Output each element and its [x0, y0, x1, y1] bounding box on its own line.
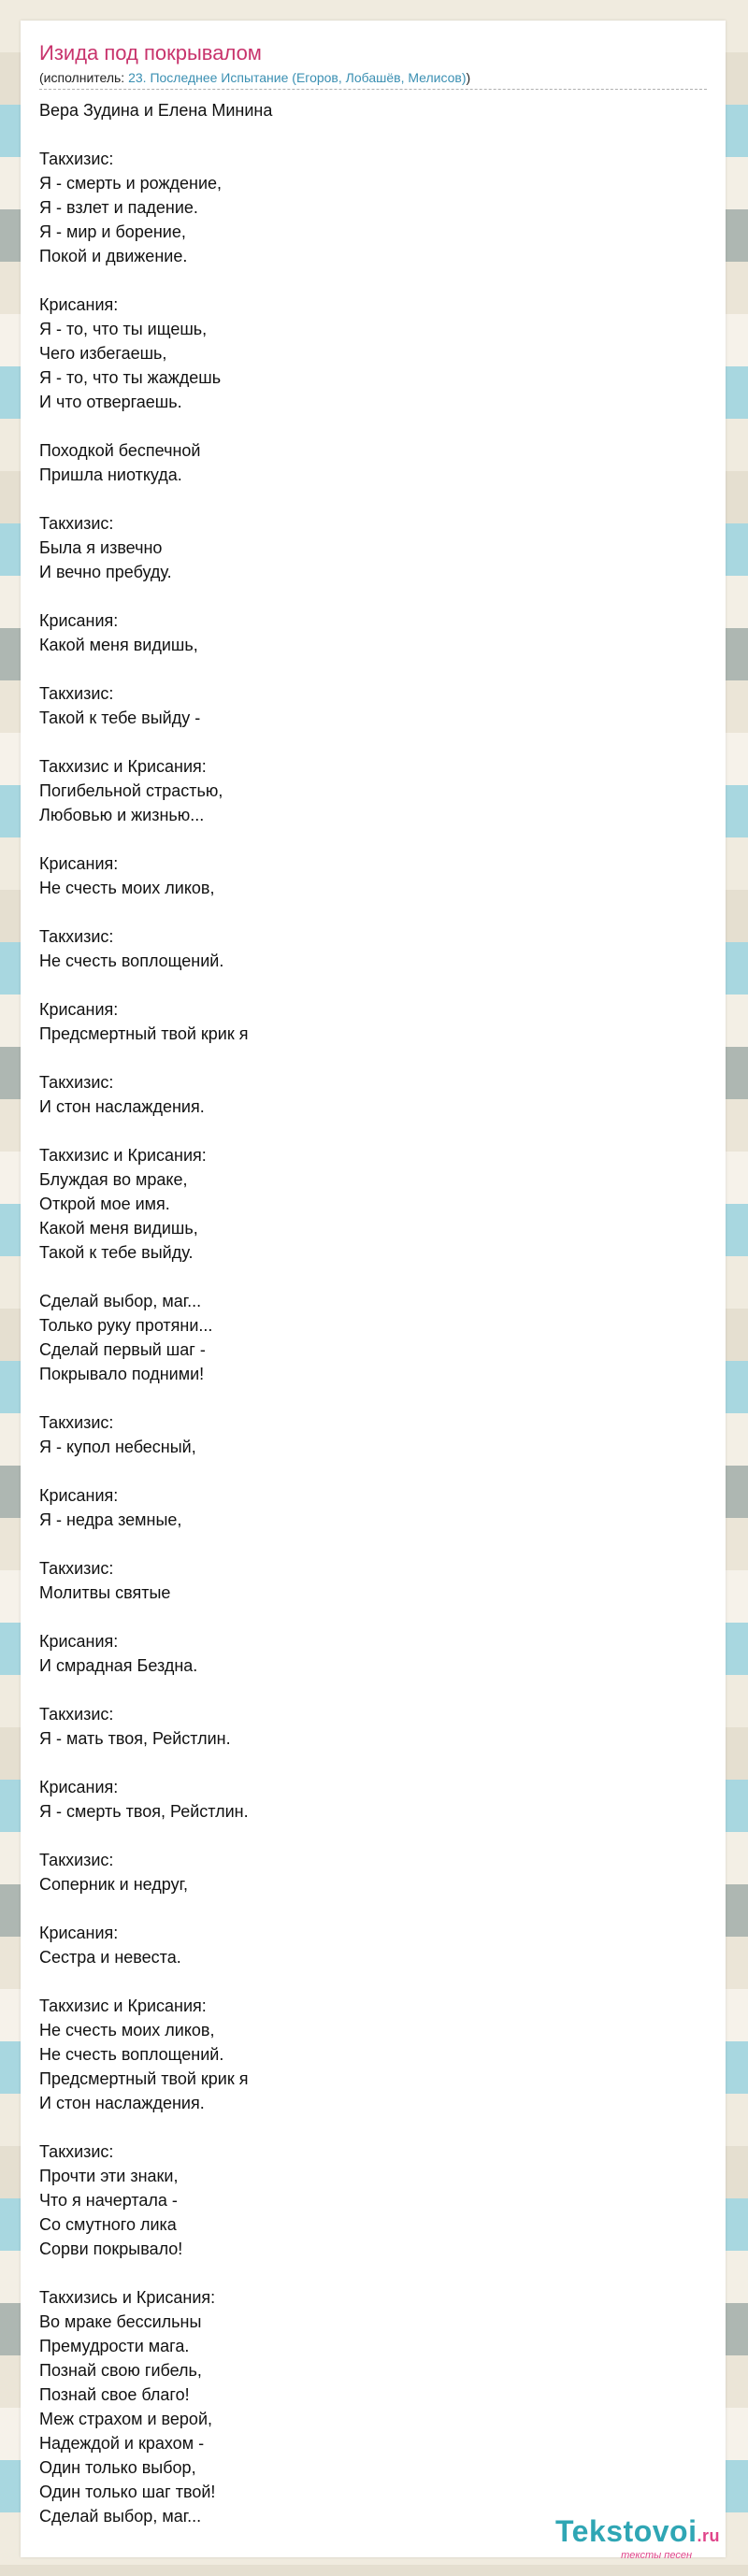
lyrics-stanza — [39, 147, 707, 268]
lyrics-line: Такхизис: — [39, 150, 114, 168]
lyrics-line: Я - недра земные, — [39, 1510, 182, 1529]
lyrics-line: Такхизис: — [39, 1705, 114, 1724]
lyrics-line: Чего избегаешь, — [39, 344, 167, 363]
lyrics-line: Какой меня видишь, — [39, 1219, 198, 1238]
lyrics-line: Такхизис и Крисания: — [39, 1996, 207, 2015]
lyrics-line: Я - смерть и рождение, — [39, 174, 223, 193]
lyrics-line: И стон наслаждения. — [39, 1097, 205, 1116]
lyrics-line: Покой и движение. — [39, 247, 188, 265]
lyrics-line: И вечно пребуду. — [39, 563, 172, 581]
lyrics-line: Крисания: — [39, 854, 119, 873]
lyrics-line: Прочти эти знаки, — [39, 2167, 179, 2185]
lyrics-line: Такхизис: — [39, 2142, 114, 2161]
lyrics-line: Только руку протяни... — [39, 1316, 213, 1335]
lyrics-stanza — [39, 2140, 707, 2261]
lyrics-stanza — [39, 1775, 707, 1824]
lyrics-line: Я - смерть твоя, Рейстлин. — [39, 1802, 249, 1821]
lyrics-line: Крисания: — [39, 1778, 119, 1796]
lyrics-line: Погибельной страстью, — [39, 781, 223, 800]
lyrics-line: Крисания: — [39, 611, 119, 630]
lyrics-line: Такхизис: — [39, 1413, 114, 1432]
lyrics-stanza — [39, 608, 707, 657]
lyrics-line: Молитвы святые — [39, 1583, 171, 1602]
lyrics-line: Крисания: — [39, 1924, 119, 1942]
lyrics-stanza — [39, 754, 707, 827]
site-logo[interactable] — [555, 2515, 720, 2561]
lyrics-stanza — [39, 511, 707, 584]
lyrics-line: Не счесть моих ликов, — [39, 879, 215, 897]
logo-tagline: тексты песен — [621, 2550, 692, 2561]
lyrics-line: Надеждой и крахом - — [39, 2434, 205, 2453]
lyrics-line: Вера Зудина и Елена Минина — [39, 101, 273, 120]
lyrics-stanza — [39, 1629, 707, 1678]
lyrics-line: Премудрости мага. — [39, 2337, 190, 2355]
lyrics-stanza — [39, 1289, 707, 1386]
lyrics-stanza — [39, 852, 707, 900]
lyrics-stanza — [39, 1702, 707, 1751]
lyrics-line: Я - то, что ты жаждешь — [39, 368, 222, 387]
artist-link[interactable]: 23. Последнее Испытание (Егоров, Лобашёв, Мелисов) — [128, 70, 467, 85]
lyrics-line: Не счесть воплощений. — [39, 952, 224, 970]
lyrics-line: Сестра и невеста. — [39, 1948, 181, 1967]
lyrics-line: Крисания: — [39, 1486, 119, 1505]
lyrics-line: Какой меня видишь, — [39, 636, 198, 654]
lyrics-stanza — [39, 1143, 707, 1265]
lyrics-line: Сделай первый шаг - — [39, 1340, 206, 1359]
lyrics-stanza — [39, 924, 707, 973]
lyrics-line: Открой мое имя. — [39, 1195, 170, 1213]
lyrics-line: Такхизис и Крисания: — [39, 1146, 207, 1165]
artist-prefix: (исполнитель: — [39, 70, 129, 85]
lyrics-stanza — [39, 1483, 707, 1532]
artist-line — [39, 69, 707, 90]
content-panel — [21, 21, 726, 2557]
lyrics-line: Такхизис: — [39, 927, 114, 946]
lyrics-line: Пришла ниоткуда. — [39, 465, 182, 484]
lyrics-line: Любовью и жизнью... — [39, 806, 205, 824]
lyrics-stanza — [39, 98, 707, 122]
lyrics-line: Такой к тебе выйду. — [39, 1243, 194, 1262]
lyrics-line: Меж страхом и верой, — [39, 2410, 213, 2428]
lyrics-line: И смрадная Бездна. — [39, 1656, 198, 1675]
lyrics-line: Познай свое благо! — [39, 2385, 190, 2404]
lyrics-text — [39, 98, 707, 2553]
lyrics-line: Не счесть воплощений. — [39, 2045, 224, 2064]
lyrics-line: Сделай выбор, маг... — [39, 2507, 202, 2526]
lyrics-stanza — [39, 1994, 707, 2115]
lyrics-stanza — [39, 1070, 707, 1119]
lyrics-line: Я - мир и борение, — [39, 222, 186, 241]
logo-text: Tekstovoi — [554, 2514, 698, 2548]
lyrics-line: Предсмертный твой крик я — [39, 2069, 249, 2088]
lyrics-line: Один только шаг твой! — [39, 2483, 216, 2501]
lyrics-line: Я - взлет и падение. — [39, 198, 198, 217]
lyrics-line: Познай свою гибель, — [39, 2361, 202, 2380]
artist-suffix: ) — [466, 70, 471, 85]
lyrics-stanza — [39, 681, 707, 730]
lyrics-stanza — [39, 1556, 707, 1605]
lyrics-line: Я - купол небесный, — [39, 1438, 196, 1456]
lyrics-line: Была я извечно — [39, 538, 163, 557]
lyrics-line: Сорви покрывало! — [39, 2240, 183, 2258]
lyrics-line: Такхизис: — [39, 1073, 114, 1092]
lyrics-line: Такхизис: — [39, 514, 114, 533]
lyrics-line: Крисания: — [39, 295, 119, 314]
lyrics-stanza — [39, 997, 707, 1046]
lyrics-line: И стон наслаждения. — [39, 2094, 205, 2112]
lyrics-line: Такхизис: — [39, 684, 114, 703]
lyrics-line: Во мраке бессильны — [39, 2312, 202, 2331]
lyrics-stanza — [39, 1921, 707, 1969]
lyrics-line: Что я начертала - — [39, 2191, 178, 2210]
lyrics-line: Я - мать твоя, Рейстлин. — [39, 1729, 231, 1748]
lyrics-line: Один только выбор, — [39, 2458, 196, 2477]
lyrics-line: Походкой беспечной — [39, 441, 201, 460]
lyrics-line: Покрывало подними! — [39, 1365, 205, 1383]
lyrics-stanza — [39, 2285, 707, 2528]
lyrics-line: Такой к тебе выйду - — [39, 708, 201, 727]
lyrics-line: Такхизис: — [39, 1851, 114, 1869]
lyrics-stanza — [39, 1848, 707, 1896]
logo-domain: .ru — [697, 2526, 720, 2545]
lyrics-line: И что отвергаешь. — [39, 393, 182, 411]
lyrics-stanza — [39, 438, 707, 487]
lyrics-line: Такхизис: — [39, 1559, 114, 1578]
lyrics-line: Крисания: — [39, 1000, 119, 1019]
lyrics-stanza — [39, 293, 707, 414]
lyrics-line: Соперник и недруг, — [39, 1875, 188, 1894]
lyrics-line: Сделай выбор, маг... — [39, 1292, 202, 1310]
lyrics-line: Такхизись и Крисания: — [39, 2288, 216, 2307]
lyrics-line: Со смутного лика — [39, 2215, 177, 2234]
lyrics-line: Крисания: — [39, 1632, 119, 1651]
lyrics-line: Такхизис и Крисания: — [39, 757, 207, 776]
lyrics-stanza — [39, 1410, 707, 1459]
page-title: Изида под покрывалом — [39, 41, 262, 64]
lyrics-line: Не счесть моих ликов, — [39, 2021, 215, 2039]
lyrics-line: Предсмертный твой крик я — [39, 1024, 249, 1043]
lyrics-line: Я - то, что ты ищешь, — [39, 320, 208, 338]
lyrics-line: Блуждая во мраке, — [39, 1170, 188, 1189]
